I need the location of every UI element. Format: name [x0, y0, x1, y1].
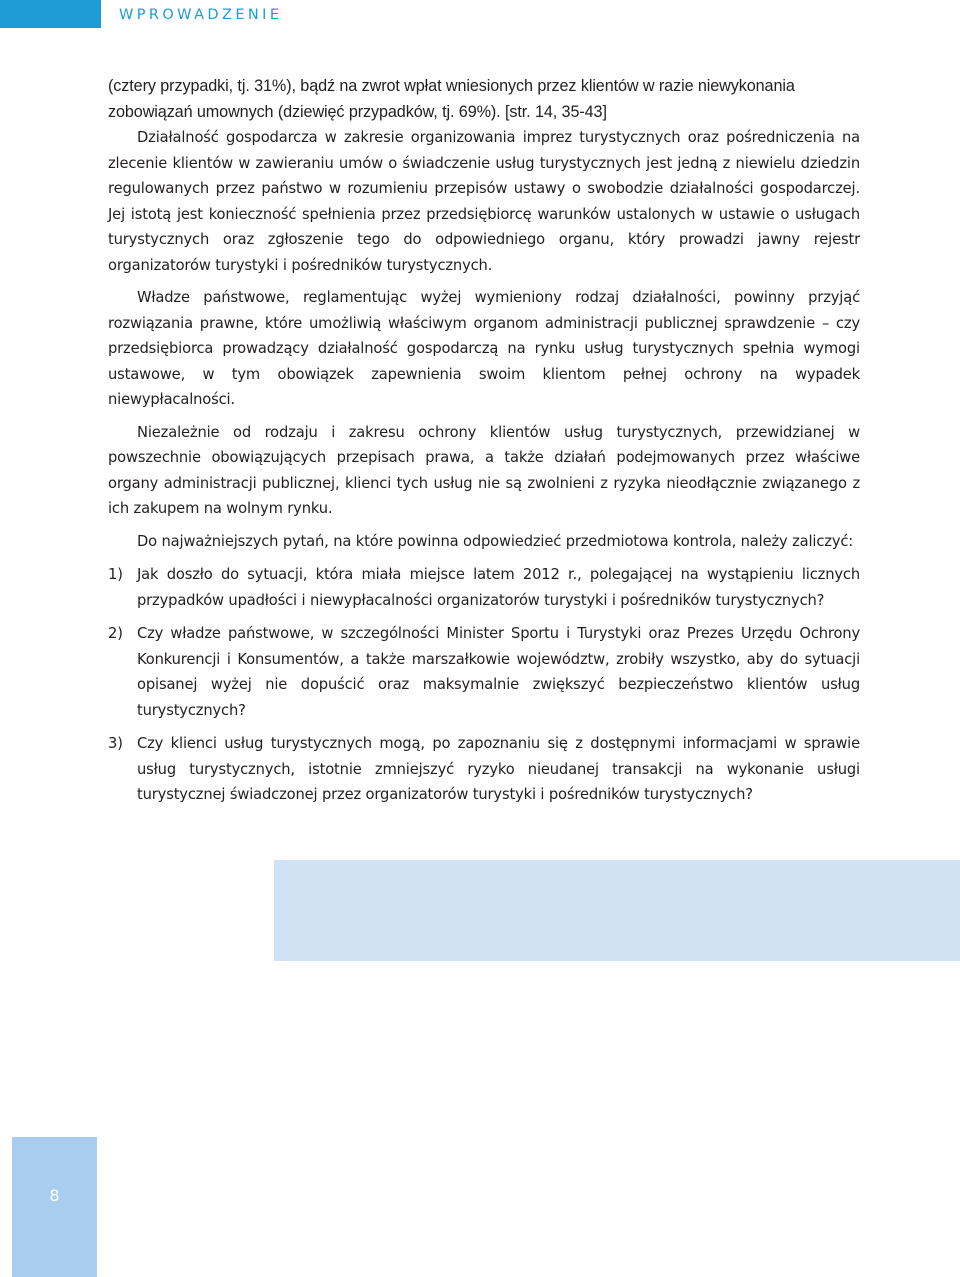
paragraph-2: Władze państwowe, reglamentując wyżej wymieniony rodzaj działalności, powinny przyjąć rozwiązania prawne, które umożliwią właściwym organom administracji publicznej sprawdzenie – czy przedsiębiorca prowadzący działalność gospodarczą na rynku usług turystycznych spełnia wymogi ustawowe, w tym obowiązek zapewnienia swoim klientom pełnej ochrony na wypadek niewypłacalności.	[108, 289, 860, 408]
question-item-2	[108, 621, 860, 723]
question-item-1	[108, 562, 860, 613]
question-number: 3)	[108, 735, 123, 752]
document-body	[108, 74, 860, 816]
paragraph-1: Działalność gospodarcza w zakresie organizowania imprez turystycznych oraz pośredniczenia na zlecenie klientów w zawieraniu umów o świadczenie usług turystycznych jest jedną z niewielu dziedzin regulowanych przez państwo w rozumieniu przepisów ustawy o swobodzie działalności gospodarczej. Jej istotą jest konieczność spełnienia przez przedsiębiorcę warunków ustalonych w ustawie o usługach turystycznych oraz zgłoszenie tego do odpowiedniego organu, który prowadzi jawny rejestr organizatorów turystyki i pośredników turystycznych.	[108, 129, 860, 274]
section-title: WPROWADZENIE	[119, 7, 283, 23]
question-item-3	[108, 731, 860, 808]
header-accent-bar	[0, 0, 101, 28]
highlight-box	[274, 860, 960, 961]
page-number-box	[12, 1137, 97, 1277]
question-text: Czy władze państwowe, w szczególności Minister Sportu i Turystyki oraz Prezes Urzędu Ochrony Konkurencji i Konsumentów, a także marszałkowie województw, zrobiły wszystko, aby do sytuacji opisanej wyżej nie dopuścić oraz maksymalnie zwiększyć bezpieczeństwo klientów usług turystycznych?	[137, 625, 860, 719]
question-number: 1)	[108, 566, 123, 583]
intro-paragraph: (cztery przypadki, tj. 31%), bądź na zwrot wpłat wniesionych przez klientów w razie niewykonania zobowiązań umownych (dziewięć przypadków, tj. 69%). [str. 14, 35-43]	[108, 77, 795, 121]
paragraph-4: Do najważniejszych pytań, na które powinna odpowiedzieć przedmiotowa kontrola, należy zaliczyć:	[137, 532, 854, 550]
question-text: Czy klienci usług turystycznych mogą, po zapoznaniu się z dostępnymi informacjami w sprawie usług turystycznych, istotnie zmniejszyć ryzyko nieudanej transakcji na wykonanie usługi turystycznej świadczonej przez organizatorów turystyki i pośredników turystycznych?	[137, 735, 860, 803]
page-number: 8	[49, 1186, 60, 1205]
question-text: Jak doszło do sytuacji, która miała miejsce latem 2012 r., polegającej na wystąpieniu licznych przypadków upadłości i niewypłacalności organizatorów turystyki i pośredników turystycznych?	[137, 566, 860, 609]
paragraph-3: Niezależnie od rodzaju i zakresu ochrony klientów usług turystycznych, przewidzianej w powszechnie obowiązujących przepisach prawa, a także działań podejmowanych przez właściwe organy administracji publicznej, klienci tych usług nie są zwolnieni z ryzyka nieodłącznie związanego z ich zakupem na wolnym rynku.	[108, 423, 860, 517]
questions-list	[108, 562, 860, 808]
question-number: 2)	[108, 625, 123, 642]
